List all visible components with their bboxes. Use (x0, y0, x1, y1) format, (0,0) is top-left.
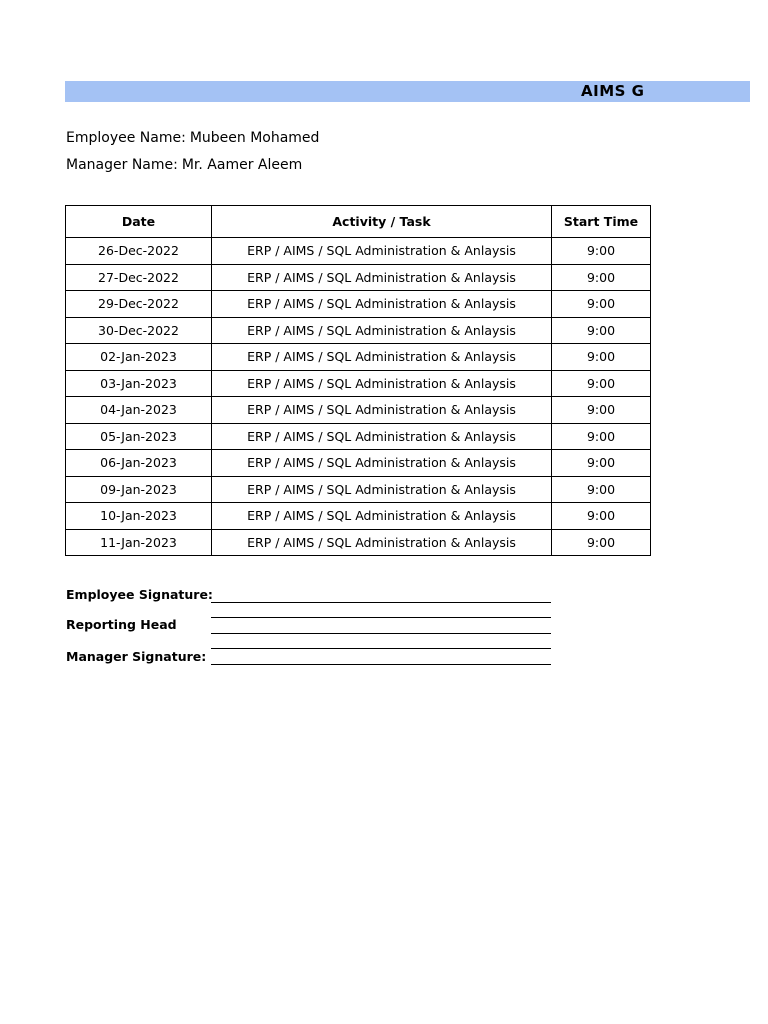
cell-start-time: 9:00 (552, 238, 651, 265)
cell-date: 26-Dec-2022 (66, 238, 212, 265)
cell-start-time: 9:00 (552, 450, 651, 477)
cell-activity: ERP / AIMS / SQL Administration & Anlaysis (212, 370, 552, 397)
column-header-date: Date (66, 206, 212, 238)
reporting-head-line-top (211, 617, 551, 618)
cell-activity: ERP / AIMS / SQL Administration & Anlaysis (212, 238, 552, 265)
cell-start-time: 9:00 (552, 264, 651, 291)
cell-date: 02-Jan-2023 (66, 344, 212, 371)
cell-date: 29-Dec-2022 (66, 291, 212, 318)
cell-activity: ERP / AIMS / SQL Administration & Anlaysis (212, 529, 552, 556)
manager-name-line (66, 156, 302, 174)
activity-table (65, 205, 651, 556)
cell-activity: ERP / AIMS / SQL Administration & Anlaysis (212, 423, 552, 450)
cell-start-time: 9:00 (552, 291, 651, 318)
table-row (66, 317, 651, 344)
table-row (66, 503, 651, 530)
table-row (66, 264, 651, 291)
cell-start-time: 9:00 (552, 503, 651, 530)
cell-date: 05-Jan-2023 (66, 423, 212, 450)
cell-date: 06-Jan-2023 (66, 450, 212, 477)
cell-activity: ERP / AIMS / SQL Administration & Anlaysis (212, 397, 552, 424)
cell-date: 09-Jan-2023 (66, 476, 212, 503)
employee-name-line (66, 129, 319, 147)
cell-date: 11-Jan-2023 (66, 529, 212, 556)
manager-name-label: Manager Name: (66, 157, 178, 173)
employee-signature-line (211, 602, 551, 603)
table-row (66, 397, 651, 424)
cell-date: 30-Dec-2022 (66, 317, 212, 344)
manager-signature-label: Manager Signature: (66, 649, 207, 664)
column-header-activity: Activity / Task (212, 206, 552, 238)
table-row (66, 291, 651, 318)
cell-start-time: 9:00 (552, 529, 651, 556)
table-row (66, 450, 651, 477)
table-row (66, 344, 651, 371)
cell-start-time: 9:00 (552, 370, 651, 397)
cell-activity: ERP / AIMS / SQL Administration & Anlaysis (212, 476, 552, 503)
employee-signature-label: Employee Signature: (66, 587, 213, 602)
cell-activity: ERP / AIMS / SQL Administration & Anlaysis (212, 450, 552, 477)
cell-start-time: 9:00 (552, 397, 651, 424)
cell-start-time: 9:00 (552, 423, 651, 450)
cell-date: 03-Jan-2023 (66, 370, 212, 397)
cell-start-time: 9:00 (552, 476, 651, 503)
table-header-row (66, 206, 651, 238)
employee-name-value: Mubeen Mohamed (189, 130, 320, 146)
table-row (66, 529, 651, 556)
table-row (66, 238, 651, 265)
cell-date: 04-Jan-2023 (66, 397, 212, 424)
reporting-head-line (211, 633, 551, 634)
cell-date: 10-Jan-2023 (66, 503, 212, 530)
cell-activity: ERP / AIMS / SQL Administration & Anlaysis (212, 264, 552, 291)
manager-signature-line-top (211, 648, 551, 649)
cell-start-time: 9:00 (552, 344, 651, 371)
cell-activity: ERP / AIMS / SQL Administration & Anlaysis (212, 317, 552, 344)
cell-date: 27-Dec-2022 (66, 264, 212, 291)
cell-start-time: 9:00 (552, 317, 651, 344)
table-row (66, 476, 651, 503)
table-row (66, 370, 651, 397)
title-bar (65, 81, 750, 102)
reporting-head-label: Reporting Head (66, 617, 177, 632)
document-title: AIMS G (581, 83, 645, 100)
cell-activity: ERP / AIMS / SQL Administration & Anlaysis (212, 344, 552, 371)
column-header-start-time: Start Time (552, 206, 651, 238)
manager-name-value: Mr. Aamer Aleem (181, 157, 303, 173)
cell-activity: ERP / AIMS / SQL Administration & Anlaysis (212, 503, 552, 530)
manager-signature-line (211, 664, 551, 665)
table-row (66, 423, 651, 450)
employee-name-label: Employee Name: (66, 130, 186, 146)
cell-activity: ERP / AIMS / SQL Administration & Anlaysis (212, 291, 552, 318)
